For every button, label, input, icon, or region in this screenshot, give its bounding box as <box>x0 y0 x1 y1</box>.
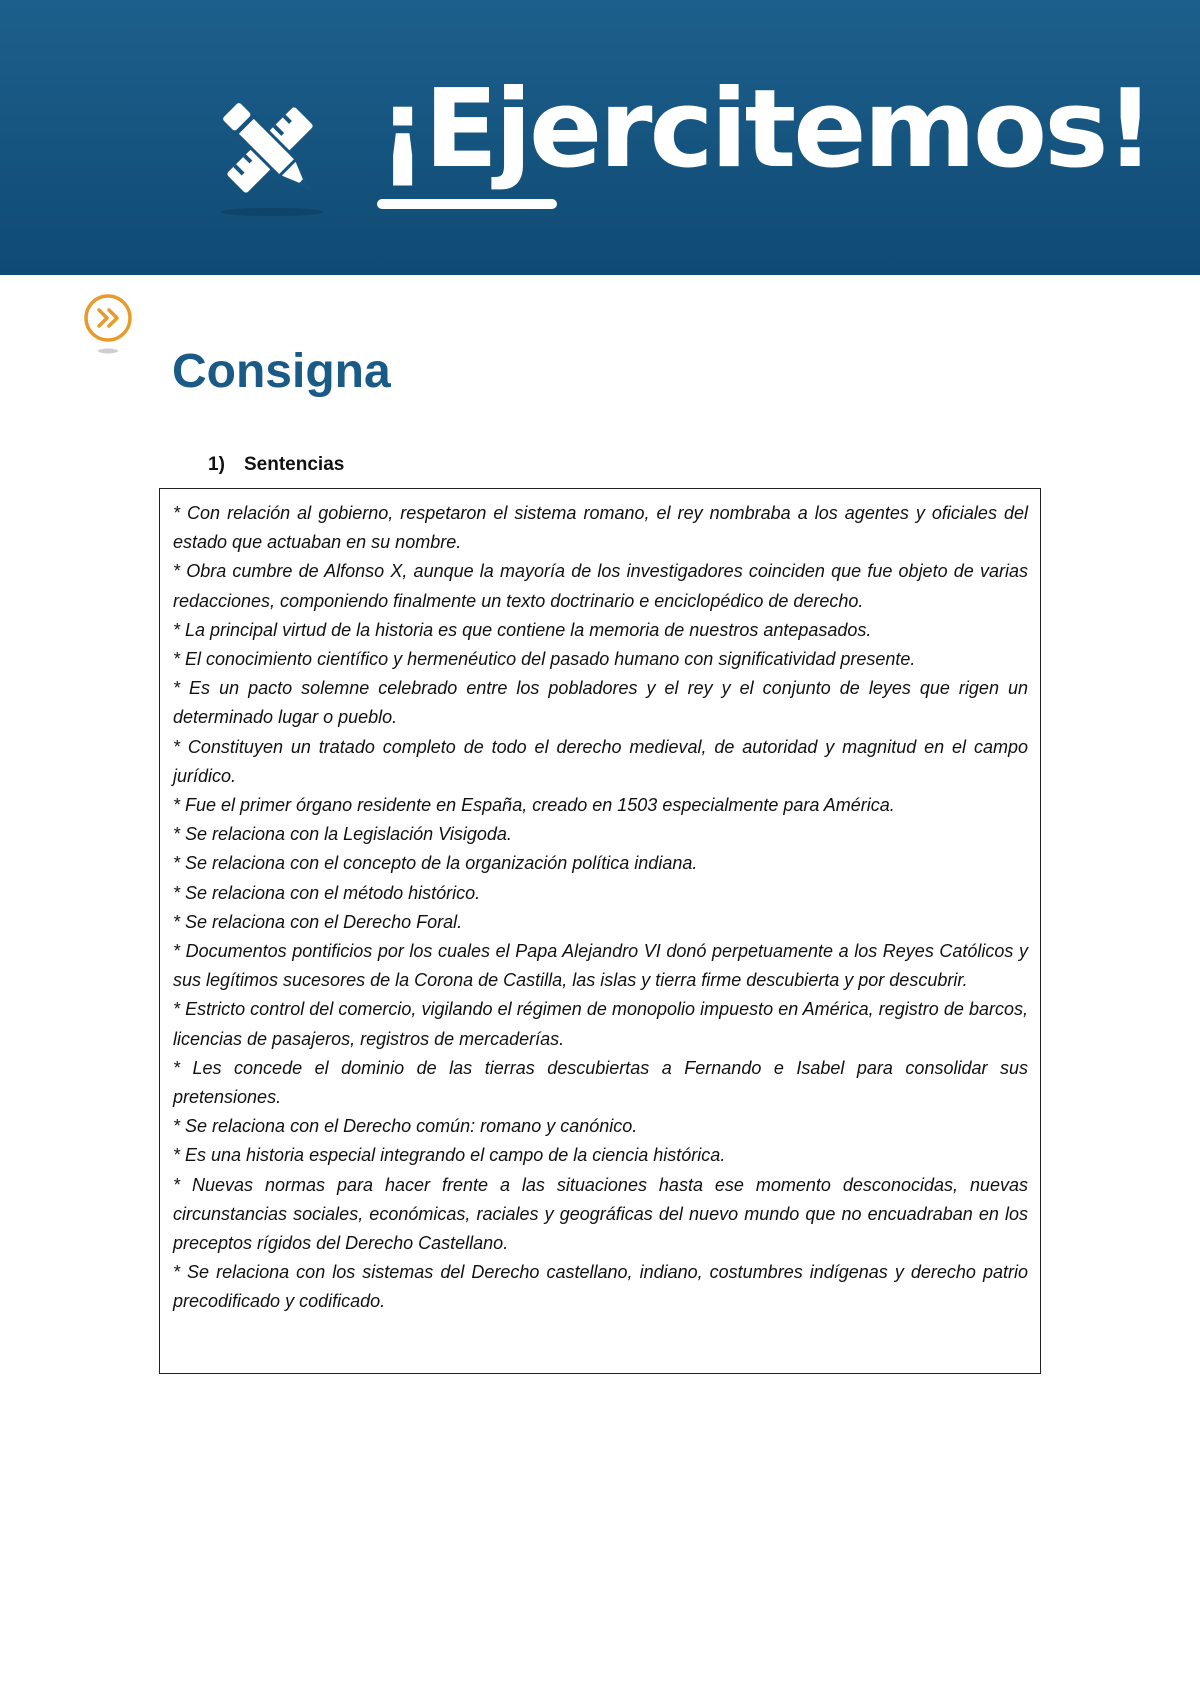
sentence-item: * Se relaciona con la Legislación Visigoda. <box>173 824 512 845</box>
sentence-item: * Es un pacto solemne celebrado entre los pobladores y el rey y el conjunto de leyes que rigen un determinado lugar o pueblo. <box>173 678 1028 728</box>
sentence-item: * Con relación al gobierno, respetaron el sistema romano, el rey nombraba a los agentes y oficiales del estado que actuaban en su nombre. <box>173 503 1028 553</box>
sentence-item: * Se relaciona con el método histórico. <box>173 882 481 903</box>
sentence-item: * Se relaciona con el Derecho Foral. <box>173 911 463 932</box>
sentence-item: * La principal virtud de la historia es que contiene la memoria de nuestros antepasados. <box>173 619 872 640</box>
sentences-box <box>159 488 1041 1374</box>
section-title: Consigna <box>172 345 391 398</box>
sentence-item: * Les concede el dominio de las tierras descubiertas a Fernando e Isabel para consolidar sus pretensiones. <box>173 1057 1028 1108</box>
title-underline <box>377 199 557 209</box>
double-chevron-right-icon <box>80 290 136 356</box>
question-heading <box>208 452 344 478</box>
sentence-item: * Obra cumbre de Alfonso X, aunque la mayoría de los investigadores coinciden que fue objeto de varias redacciones, componiendo finalmente un texto doctrinario e enciclopédico de derecho. <box>173 561 1028 611</box>
question-number: 1) <box>208 454 225 475</box>
sentence-item: * Es una historia especial integrando el campo de la ciencia histórica. <box>173 1145 726 1166</box>
sentence-item: * Fue el primer órgano residente en España, creado en 1503 especialmente para América. <box>173 795 895 816</box>
sentence-item: * Nuevas normas para hacer frente a las situaciones hasta ese momento desconocidas, nuevas circunstancias sociales, económicas, raciales y geográficas del nuevo mundo que no encuadraban en los preceptos rígidos del Derecho Castellano. <box>173 1174 1028 1254</box>
sentence-item: * Se relaciona con el Derecho común: romano y canónico. <box>173 1116 638 1137</box>
sentence-item: * El conocimiento científico y hermenéutico del pasado humano con significatividad presente. <box>173 649 916 670</box>
question-label: Sentencias <box>244 454 345 475</box>
sentence-item: * Estricto control del comercio, vigilando el régimen de monopolio impuesto en América, registro de barcos, licencias de pasajeros, registros de mercaderías. <box>173 999 1028 1049</box>
sentence-item: * Se relaciona con los sistemas del Derecho castellano, indiano, costumbres indígenas y derecho patrio precodificado y codificado. <box>173 1262 1028 1312</box>
sentence-item: * Constituyen un tratado completo de todo el derecho medieval, de autoridad y magnitud en el campo jurídico. <box>173 736 1028 786</box>
pencil-ruler-icon <box>200 80 340 220</box>
sentence-item: * Se relaciona con el concepto de la organización política indiana. <box>173 853 698 874</box>
sentence-item: * Documentos pontificios por los cuales el Papa Alejandro VI donó perpetuamente a los Reyes Católicos y sus legítimos sucesores de la Corona de Castilla, las islas y tierra firme descubierta y por descubrir. <box>173 941 1028 991</box>
header-banner <box>0 0 1200 275</box>
header-title: ¡Ejercitemos! <box>378 67 1152 192</box>
